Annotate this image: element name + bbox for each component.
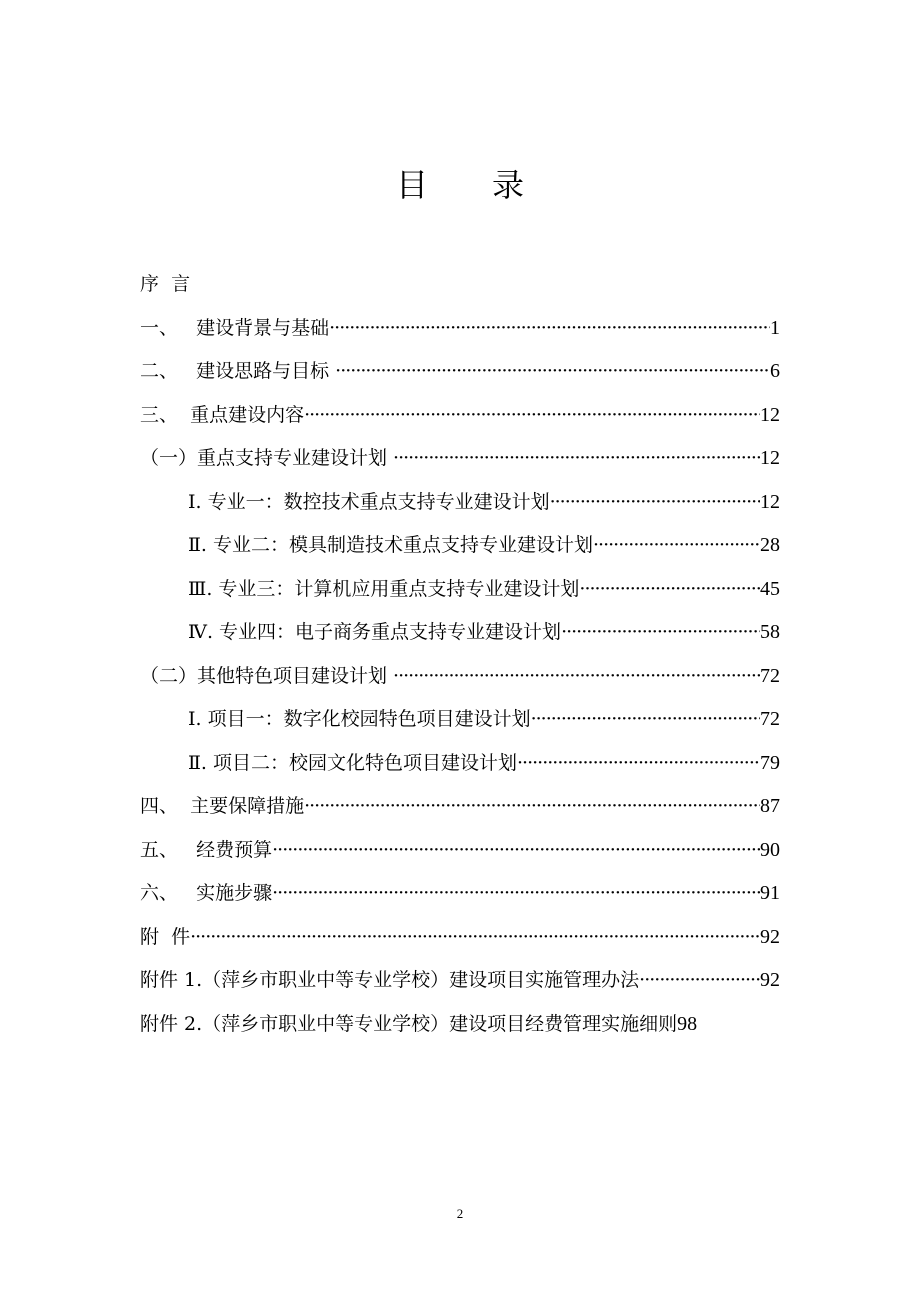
toc-entry[interactable] (140, 788, 780, 832)
toc-entry[interactable] (140, 397, 780, 441)
toc-leader (639, 962, 760, 998)
page-number: 2 (456, 1206, 464, 1221)
toc-page: 45 (760, 577, 780, 600)
toc-entry[interactable] (140, 832, 780, 876)
title-char-2: 录 (492, 166, 525, 204)
toc-label: Ⅰ. 专业一：数控技术重点支持专业建设计划 (188, 490, 550, 513)
toc-label: 序 言 (140, 273, 191, 295)
toc-entry[interactable] (140, 614, 780, 658)
toc-leader (190, 919, 760, 955)
toc-label: 附 件 (140, 925, 191, 948)
toc-entry[interactable] (140, 701, 780, 745)
toc-entry[interactable] (140, 571, 780, 615)
toc-page: 72 (760, 664, 780, 687)
toc-label: Ⅲ. 专业三：计算机应用重点支持专业建设计划 (188, 577, 580, 600)
toc-leader (393, 440, 760, 476)
toc-leader (579, 571, 760, 607)
toc-entry[interactable] (140, 962, 780, 1006)
toc-leader (550, 484, 760, 520)
toc-entry[interactable] (140, 875, 780, 919)
toc-page: 98 (677, 1012, 698, 1035)
toc-leader (304, 397, 760, 433)
toc-page: 1 (770, 316, 780, 339)
toc-page: 6 (770, 360, 780, 382)
table-of-contents (140, 266, 780, 1049)
toc-leader (304, 788, 760, 824)
toc-label: 附件 1.（萍乡市职业中等专业学校）建设项目实施管理办法 (140, 969, 640, 991)
toc-entry[interactable] (140, 1006, 780, 1050)
toc-label: 一、 建设背景与基础 (140, 316, 330, 339)
toc-leader (335, 353, 770, 389)
toc-page: 79 (760, 751, 780, 774)
page-title (0, 160, 920, 206)
toc-label: 二、 建设思路与目标 (140, 360, 336, 382)
toc-label: 六、 实施步骤 (140, 882, 273, 904)
toc-entry-preface[interactable] (140, 266, 780, 310)
toc-page: 92 (760, 925, 780, 948)
toc-entry[interactable] (140, 658, 780, 702)
toc-page: 87 (760, 795, 780, 817)
toc-entry[interactable] (140, 310, 780, 354)
toc-entry[interactable] (140, 440, 780, 484)
toc-leader (531, 701, 760, 737)
toc-page: 12 (760, 447, 780, 469)
toc-page: 12 (760, 403, 780, 426)
toc-page: 58 (760, 621, 780, 643)
toc-label: 五、 经费预算 (140, 838, 273, 861)
toc-label: Ⅳ. 专业四：电子商务重点支持专业建设计划 (188, 621, 562, 643)
title-char-1: 目 (395, 166, 428, 204)
toc-leader (272, 832, 760, 868)
toc-entry[interactable] (140, 527, 780, 571)
toc-leader (593, 527, 760, 563)
toc-leader (272, 875, 760, 911)
toc-leader (329, 310, 770, 346)
toc-entry[interactable] (140, 353, 780, 397)
toc-label: （一）重点支持专业建设计划 (140, 447, 394, 469)
toc-leader (561, 614, 760, 650)
toc-page: 28 (760, 534, 780, 556)
toc-page: 91 (760, 882, 780, 904)
toc-label: 四、 主要保障措施 (140, 795, 305, 817)
toc-page: 72 (760, 708, 780, 730)
toc-page: 12 (760, 490, 780, 513)
toc-label: Ⅱ. 项目二：校园文化特色项目建设计划 (188, 751, 517, 774)
toc-label: Ⅱ. 专业二：模具制造技术重点支持专业建设计划 (188, 534, 593, 556)
toc-label: 三、 重点建设内容 (140, 403, 305, 426)
toc-entry[interactable] (140, 745, 780, 789)
toc-page: 92 (760, 969, 780, 991)
toc-label: 附件 2.（萍乡市职业中等专业学校）建设项目经费管理实施细则 (140, 1012, 678, 1035)
toc-leader (517, 745, 760, 781)
toc-entry[interactable] (140, 919, 780, 963)
toc-entry[interactable] (140, 484, 780, 528)
toc-page: 90 (760, 838, 780, 861)
toc-leader (393, 658, 760, 694)
toc-label: Ⅰ. 项目一：数字化校园特色项目建设计划 (188, 708, 531, 730)
toc-label: （二）其他特色项目建设计划 (140, 664, 394, 687)
